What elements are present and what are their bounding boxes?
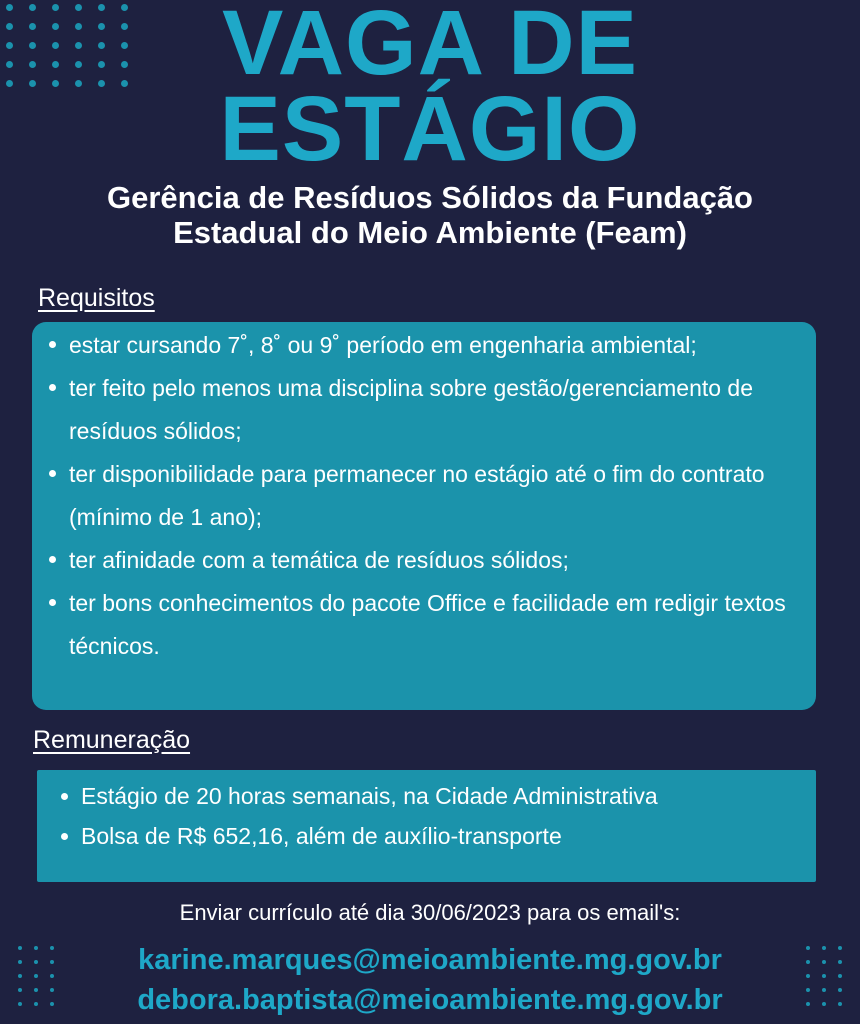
decorative-dots-bottom-left (18, 946, 54, 1006)
requisitos-heading: Requisitos (38, 284, 155, 312)
requisito-item: ter afinidade com a temática de resíduos sólidos; (69, 539, 809, 582)
requisitos-list (69, 324, 809, 668)
remuneracao-item: Bolsa de R$ 652,16, além de auxílio-transporte (81, 816, 811, 856)
remuneracao-item: Estágio de 20 horas semanais, na Cidade Administrativa (81, 776, 811, 816)
organization-subtitle (0, 180, 860, 250)
title-line-1: VAGA DE (222, 0, 638, 94)
requisitos-box (32, 322, 816, 710)
remuneracao-heading: Remuneração (33, 726, 191, 754)
requisito-item: ter feito pelo menos uma disciplina sobre gestão/gerenciamento de resíduos sólidos; (69, 367, 809, 453)
title-line-2: ESTÁGIO (219, 78, 641, 180)
requisito-item: estar cursando 7˚, 8˚ ou 9˚ período em engenharia ambiental; (69, 324, 809, 367)
email-link-debora[interactable]: debora.baptista@meioambiente.mg.gov.br (137, 984, 723, 1016)
requisito-item: ter bons conhecimentos do pacote Office e facilidade em redigir textos técnicos. (69, 582, 809, 668)
application-instruction: Enviar currículo até dia 30/06/2023 para os email's: (179, 900, 681, 925)
page-title (0, 0, 860, 180)
subtitle-line-1: Gerência de Resíduos Sólidos da Fundação (107, 180, 753, 215)
subtitle-line-2: Estadual do Meio Ambiente (Feam) (173, 215, 687, 250)
remuneracao-box (37, 770, 816, 882)
remuneracao-list (81, 776, 811, 856)
decorative-dots-bottom-right (806, 946, 842, 1006)
requisito-item: ter disponibilidade para permanecer no estágio até o fim do contrato (mínimo de 1 ano); (69, 453, 809, 539)
email-link-karine[interactable]: karine.marques@meioambiente.mg.gov.br (138, 944, 722, 976)
